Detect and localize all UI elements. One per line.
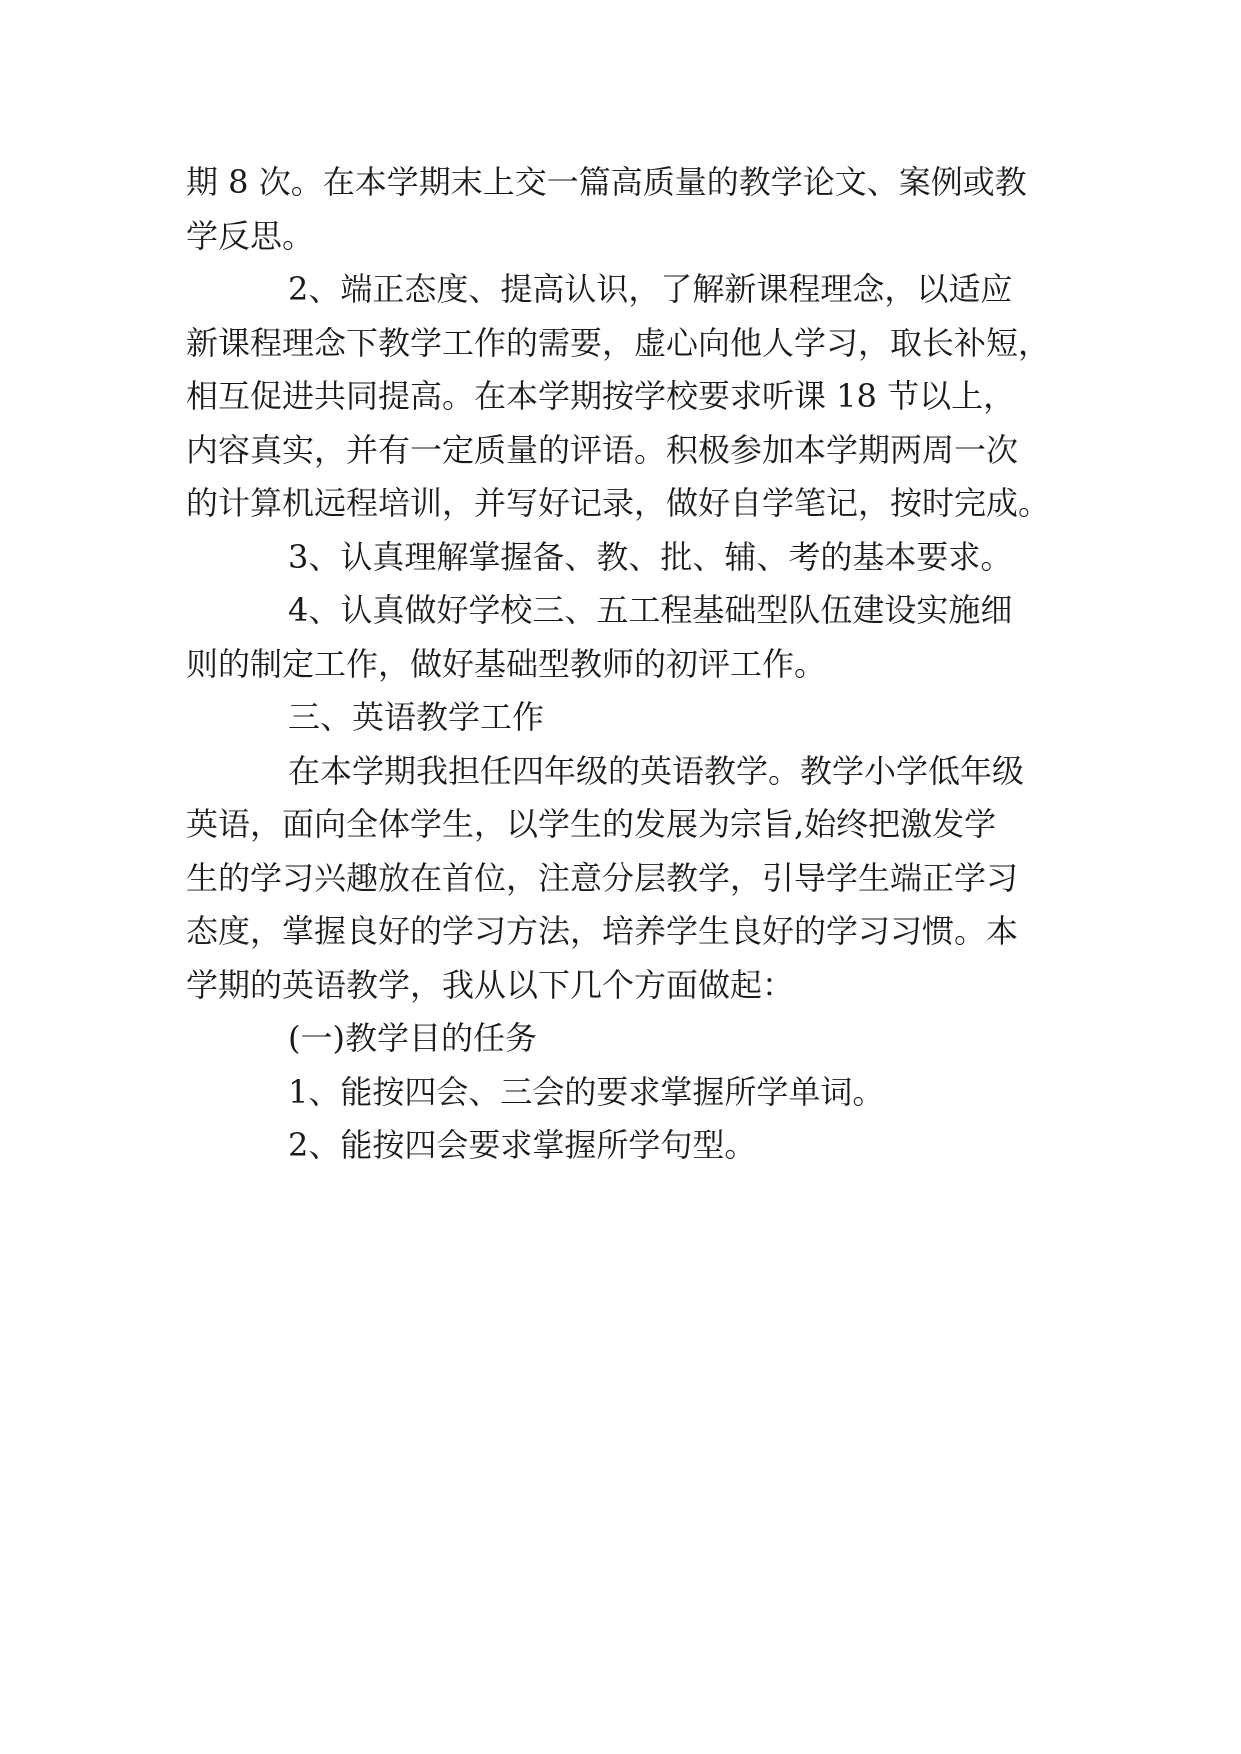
text-line: 2、能按四会要求掌握所学句型。 — [288, 1126, 757, 1164]
text-line: 在本学期我担任四年级的英语教学。教学小学低年级 — [288, 751, 1025, 790]
subsection-heading: (一)教学目的任务 — [288, 1019, 537, 1057]
text-line: 则的制定工作，做好基础型教师的初评工作。 — [186, 644, 827, 683]
document-body — [186, 156, 1056, 1173]
text-line: 相互促进共同提高。在本学期按学校要求听课 18 节以上， — [186, 377, 1016, 415]
text-line: 1、能按四会、三会的要求掌握所学单词。 — [288, 1072, 885, 1111]
text-line: 3、认真理解掌握备、教、批、辅、考的基本要求。 — [288, 537, 1013, 576]
text-line: 学期的英语教学，我从以下几个方面做起： — [186, 965, 795, 1004]
text-line: 新课程理念下教学工作的需要，虚心向他人学习，取长补短， — [186, 323, 1051, 362]
text-line: 生的学习兴趣放在首位，注意分层教学，引导学生端正学习 — [186, 858, 1019, 897]
text-line: 2、端正态度、提高认识，了解新课程理念，以适应 — [288, 270, 1013, 308]
text-line: 的计算机远程培训，并写好记录，做好自学笔记，按时完成。 — [186, 484, 1051, 522]
text-line: 英语，面向全体学生，以学生的发展为宗旨,始终把激发学 — [186, 805, 997, 843]
text-line: 内容真实，并有一定质量的评语。积极参加本学期两周一次 — [186, 430, 1019, 469]
text-line: 4、认真做好学校三、五工程基础型队伍建设实施细 — [288, 591, 1013, 629]
text-line: 学反思。 — [186, 216, 315, 255]
section-heading: 三、英语教学工作 — [288, 698, 545, 736]
text-line: 期 8 次。在本学期末上交一篇高质量的教学论文、案例或教 — [186, 163, 1027, 201]
text-line: 态度，掌握良好的学习方法，培养学生良好的学习习惯。本 — [186, 912, 1019, 950]
